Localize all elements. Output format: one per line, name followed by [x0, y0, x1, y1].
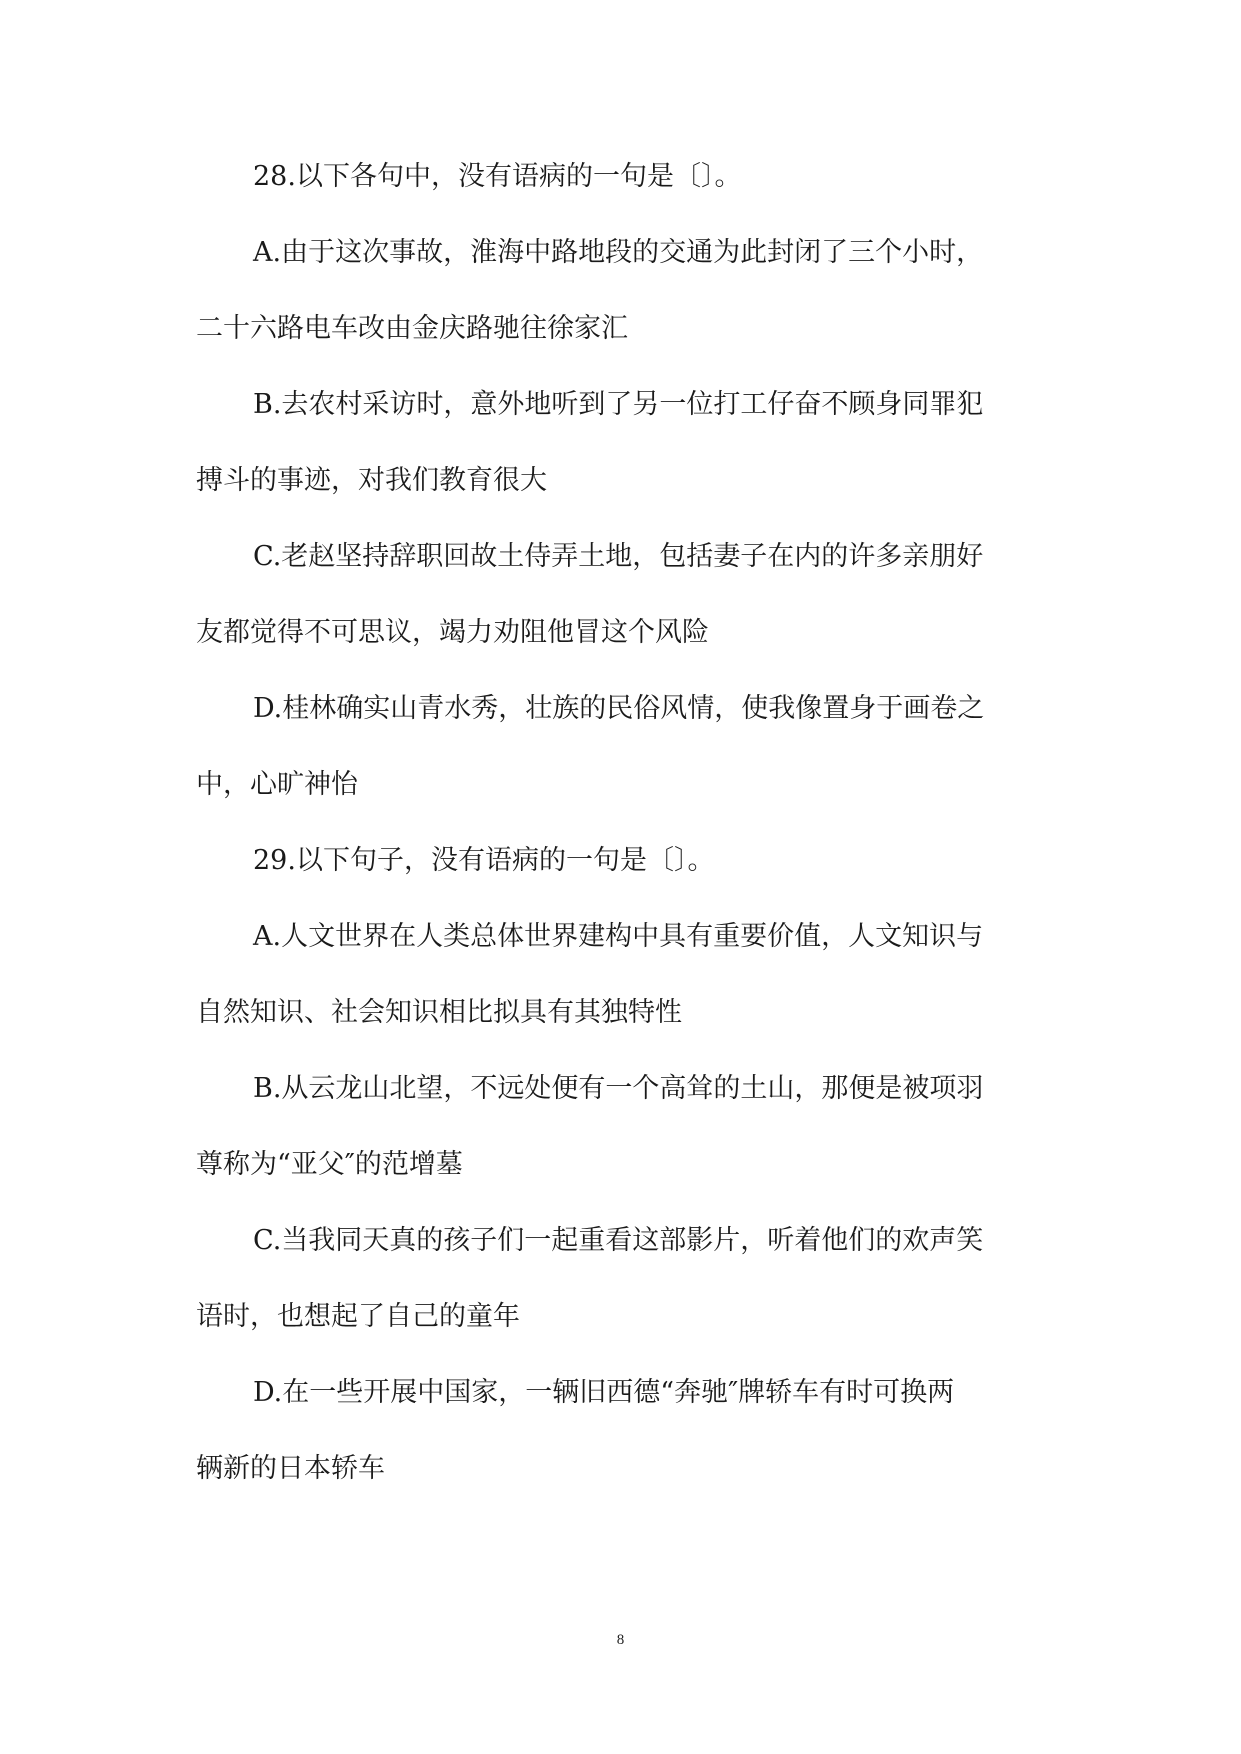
q28-option-d-line2: 中，心旷神怡: [196, 769, 358, 800]
question-29-stem: 29.以下句子，没有语病的一句是〔〕。: [253, 845, 715, 876]
q29-option-a-line2: 自然知识、社会知识相比拟具有其独特性: [196, 997, 682, 1028]
q28-option-a-line2: 二十六路电车改由金庆路驰往徐家汇: [196, 313, 628, 344]
q29-option-d-line2: 辆新的日本轿车: [196, 1453, 385, 1484]
q29-option-b-line2: 尊称为“亚父″的范增墓: [196, 1149, 463, 1180]
q28-option-b-line1: B.去农村采访时，意外地听到了另一位打工仔奋不顾身同罪犯: [253, 389, 984, 420]
q29-option-d-line1: D.在一些开展中国家，一辆旧西德“奔驰″牌轿车有时可换两: [253, 1377, 955, 1408]
page-number: 8: [616, 1632, 625, 1648]
q28-option-b-line2: 搏斗的事迹，对我们教育很大: [196, 465, 547, 496]
q28-option-a-line1: A.由于这次事故，淮海中路地段的交通为此封闭了三个小时，: [253, 237, 984, 268]
q28-option-c-line1: C.老赵坚持辞职回故土侍弄土地，包括妻子在内的许多亲朋好: [253, 541, 984, 572]
q29-option-b-line1: B.从云龙山北望，不远处便有一个高耸的土山，那便是被项羽: [253, 1073, 984, 1104]
question-28-stem: 28.以下各句中，没有语病的一句是〔〕。: [253, 161, 742, 192]
q29-option-c-line2: 语时，也想起了自己的童年: [196, 1301, 520, 1332]
q28-option-d-line1: D.桂林确实山青水秀，壮族的民俗风情，使我像置身于画卷之: [253, 693, 985, 724]
q29-option-a-line1: A.人文世界在人类总体世界建构中具有重要价值，人文知识与: [253, 921, 984, 952]
q28-option-c-line2: 友都觉得不可思议，竭力劝阻他冒这个风险: [196, 617, 709, 648]
q29-option-c-line1: C.当我同天真的孩子们一起重看这部影片，听着他们的欢声笑: [253, 1225, 984, 1256]
